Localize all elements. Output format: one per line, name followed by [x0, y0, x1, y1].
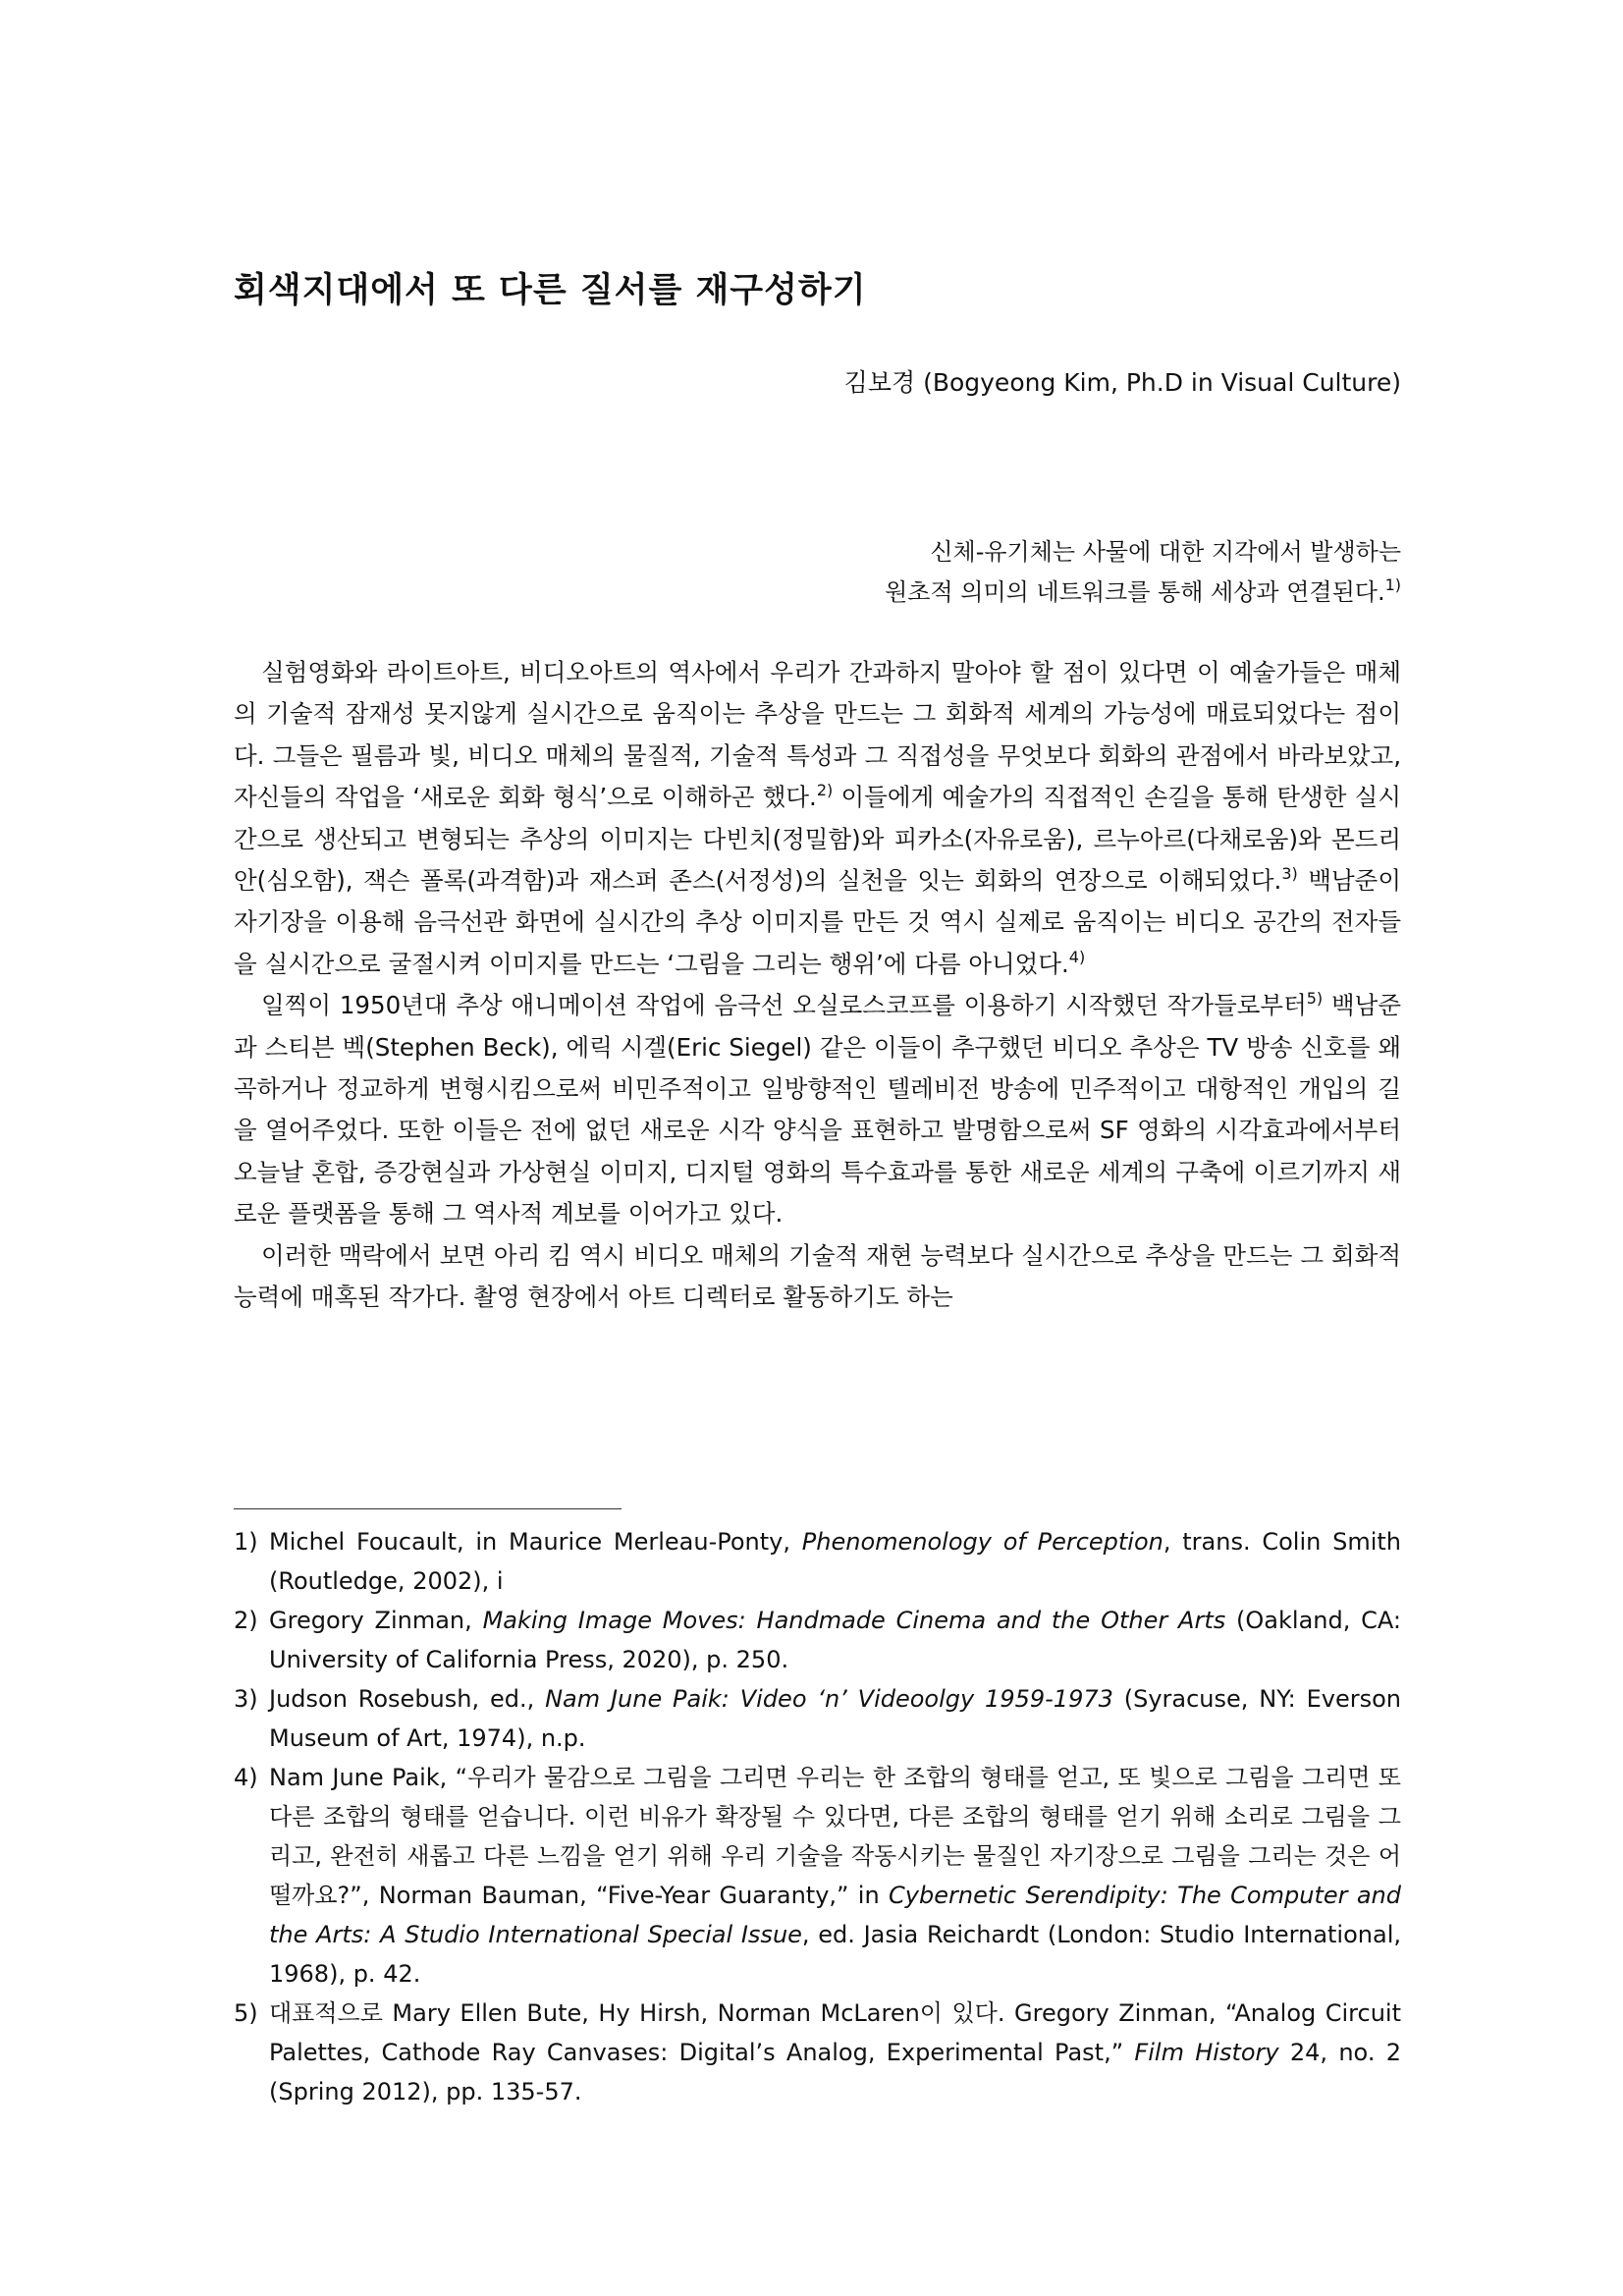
- footnote-5: [234, 1994, 1401, 2111]
- footnote-number: 5): [234, 1999, 258, 2027]
- footnote-ref-4: 4): [1068, 947, 1086, 966]
- footnote-number: 3): [234, 1685, 258, 1713]
- epigraph-line-1: 신체-유기체는 사물에 대한 지각에서 발생하는: [930, 538, 1401, 566]
- footnote-1: [234, 1522, 1401, 1601]
- body-paragraph-2: [234, 985, 1401, 1234]
- footnote-3: [234, 1679, 1401, 1758]
- footnote-title: Making Image Moves: Handmade Cinema and the Other Arts: [482, 1607, 1226, 1634]
- footnote-text: 대표적으로 Mary Ellen Bute, Hy Hirsh, Norman McLaren이 있다. Gregory Zinman, “Analog Circuit Palettes, Cathode Ray Canvases: Digital’s Analog, Experimental Past,”: [269, 1999, 1401, 2066]
- body-paragraph-3: 이러한 맥락에서 보면 아리 킴 역시 비디오 매체의 기술적 재현 능력보다 실시간으로 추상을 만드는 그 회화적 능력에 매혹된 작가다. 촬영 현장에서 아트 디렉터로 활동하기도 하는: [234, 1240, 1401, 1312]
- article-title: 회색지대에서 또 다른 질서를 재구성하기: [234, 271, 867, 310]
- footnotes: [234, 1522, 1401, 2111]
- footnote-divider: [234, 1508, 622, 1509]
- footnote-text: (Syracuse, NY: Everson Museum of Art, 1974), n.p.: [269, 1685, 1401, 1752]
- footnote-2: [234, 1601, 1401, 1679]
- body-paragraph-1: [234, 652, 1401, 985]
- footnote-ref-2: 2): [816, 781, 834, 800]
- paragraph-2-text-b: 백남준과 스티븐 벡(Stephen Beck), 에릭 시겔(Eric Siegel) 같은 이들이 추구했던 비디오 추상은 TV 방송 신호를 왜곡하거나 정교하게 변형시킴으로써 비민주적이고 일방향적인 텔레비전 방송에 민주적이고 대항적인 개입의 길을 열어주었다. 또한 이들은 전에 없던 새로운 시각 양식을 표현하고 발명함으로써 SF 영화의 시각효과에서부터 오늘날 혼합, 증강현실과 가상현실 이미지, 디지털 영화의 특수효과를 통한 새로운 세계의 구축에 이르기까지 새로운 플랫폼을 통해 그 역사적 계보를 이어가고 있다.: [234, 991, 1401, 1229]
- paragraph-1-text-b: 이들에게 예술가의 직접적인 손길을 통해 탄생한 실시간으로 생산되고 변형되는 추상의 이미지는 다빈치(정밀함)와 피카소(자유로움), 르누아르(다채로움)와 몬드리안(심오함), 잭슨 폴록(과격함)과 재스퍼 존스(서정성)의 실천을 잇는 회화의 연장으로 이해되었다.: [234, 783, 1402, 896]
- epigraph-line-2: [419, 573, 1401, 613]
- footnote-title: Film History: [1134, 2039, 1279, 2066]
- footnote-text: Michel Foucault, in Maurice Merleau-Ponty,: [269, 1528, 802, 1556]
- footnote-title: Nam June Paik: Video ‘n’ Videoolgy 1959-1973: [545, 1685, 1113, 1713]
- footnote-text: Nam June Paik, “우리가 물감으로 그림을 그리면 우리는 한 조합의 형태를 얻고, 또 빛으로 그림을 그리면 또 다른 조합의 형태를 얻습니다. 이런 비유가 확장될 수 있다면, 다른 조합의 형태를 얻기 위해 소리로 그림을 그리고, 완전히 새롭고 다른 느낌을 얻기 위해 우리 기술을 작동시키는 물질인 자기장으로 그림을 그리는 것은 어떨까요?”, Norman Bauman, “Five-Year Guaranty,” in: [269, 1764, 1401, 1909]
- footnote-text: Gregory Zinman,: [269, 1607, 483, 1634]
- footnote-title: Cybernetic Serendipity: The Computer and the Arts: A Studio International Special Issue: [269, 1882, 1401, 1948]
- footnote-text: (Oakland, CA: University of California Press, 2020), p. 250.: [269, 1607, 1401, 1673]
- paragraph-2-text-a: 일찍이 1950년대 추상 애니메이션 작업에 음극선 오실로스코프를 이용하기 시작했던 작가들로부터: [261, 991, 1307, 1020]
- epigraph: [419, 532, 1401, 613]
- paragraph-1-text-a: 실험영화와 라이트아트, 비디오아트의 역사에서 우리가 간과하지 말아야 할 점이 있다면 이 예술가들은 매체의 기술적 잠재성 못지않게 실시간으로 움직이는 추상을 만드는 그 회화적 세계의 가능성에 매료되었다는 점이다. 그들은 필름과 빛, 비디오 매체의 물질적, 기술적 특성과 그 직접성을 무엇보다 회화의 관점에서 바라보았고, 자신들의 작업을 ‘새로운 회화 형식’으로 이해하곤 했다.: [234, 658, 1401, 812]
- author-byline: 김보경 (Bogyeong Kim, Ph.D in Visual Culture): [843, 368, 1401, 397]
- footnote-text: Judson Rosebush, ed.,: [269, 1685, 546, 1713]
- footnote-number: 1): [234, 1528, 258, 1556]
- footnote-ref-5: 5): [1306, 989, 1324, 1009]
- footnote-ref-3: 3): [1281, 864, 1298, 884]
- footnote-text: , trans. Colin Smith (Routledge, 2002), i: [269, 1528, 1401, 1595]
- footnote-title: Phenomenology of Perception: [801, 1528, 1163, 1556]
- epigraph-line-2-text: 원초적 의미의 네트워크를 통해 세상과 연결된다.: [885, 578, 1385, 606]
- footnote-text: , ed. Jasia Reichardt (London: Studio International, 1968), p. 42.: [269, 1921, 1401, 1988]
- footnote-ref-1: 1): [1384, 575, 1401, 594]
- paragraph-1-text-c: 백남준이 자기장을 이용해 음극선관 화면에 실시간의 추상 이미지를 만든 것 역시 실제로 움직이는 비디오 공간의 전자들을 실시간으로 굴절시켜 이미지를 만드는 ‘그림을 그리는 행위’에 다름 아니었다.: [234, 866, 1401, 978]
- article-body: [234, 652, 1401, 1319]
- footnote-text: 24, no. 2 (Spring 2012), pp. 135-57.: [269, 2039, 1401, 2105]
- footnote-4: [234, 1758, 1401, 1994]
- footnote-number: 4): [234, 1764, 258, 1791]
- footnote-number: 2): [234, 1607, 258, 1634]
